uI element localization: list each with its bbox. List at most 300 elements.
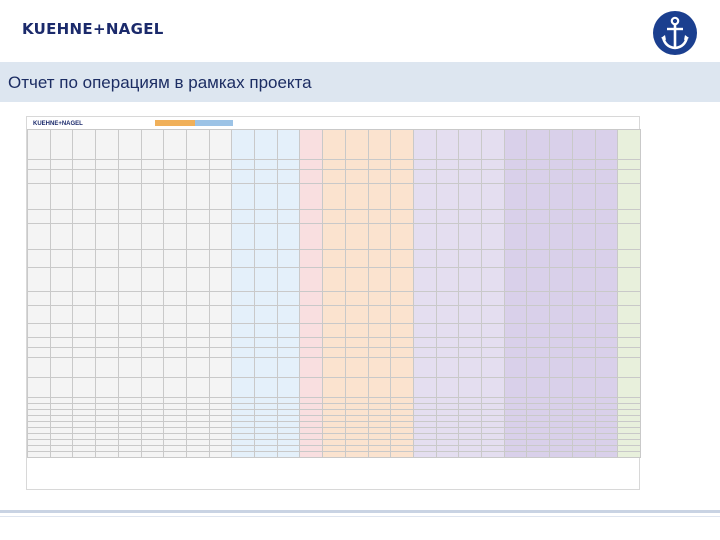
table-cell (368, 358, 391, 378)
table-cell (550, 268, 573, 292)
table-cell (209, 292, 232, 306)
table-cell (255, 324, 278, 338)
table-cell (300, 184, 323, 210)
table-cell (436, 292, 459, 306)
table-cell (550, 452, 573, 458)
table-cell (459, 348, 482, 358)
table-cell (413, 378, 436, 398)
table-cell (436, 338, 459, 348)
table-cell (345, 358, 368, 378)
table-header-cell (572, 130, 595, 160)
table-cell (186, 268, 209, 292)
table-cell (618, 348, 641, 358)
table-cell (118, 348, 141, 358)
table-cell (141, 250, 164, 268)
table-cell (50, 160, 73, 170)
table-cell (595, 268, 618, 292)
table-cell (550, 292, 573, 306)
table-cell (141, 292, 164, 306)
table-cell (504, 306, 527, 324)
table-header-cell (368, 130, 391, 160)
table-row (28, 170, 641, 184)
table-cell (550, 210, 573, 224)
table-header-cell (436, 130, 459, 160)
brand-logo (22, 20, 164, 38)
table-cell (255, 348, 278, 358)
table-cell (527, 292, 550, 306)
table-cell (459, 358, 482, 378)
table-cell (96, 324, 119, 338)
table-cell (300, 170, 323, 184)
table-cell (323, 224, 346, 250)
table-cell (482, 358, 505, 378)
table-cell (504, 184, 527, 210)
table-cell (391, 378, 414, 398)
table-cell (504, 348, 527, 358)
table-cell (504, 358, 527, 378)
table-cell (277, 268, 300, 292)
table-header-cell (50, 130, 73, 160)
table-cell (345, 306, 368, 324)
sheet-header-badge-blue (195, 120, 233, 126)
table-cell (277, 306, 300, 324)
table-cell (572, 378, 595, 398)
table-cell (550, 358, 573, 378)
table-cell (96, 268, 119, 292)
table-cell (504, 452, 527, 458)
table-cell (391, 268, 414, 292)
table-cell (73, 358, 96, 378)
table-cell (28, 348, 51, 358)
table-cell (300, 338, 323, 348)
table-cell (73, 338, 96, 348)
table-row (28, 160, 641, 170)
table-cell (28, 292, 51, 306)
table-cell (28, 250, 51, 268)
table-cell (73, 250, 96, 268)
table-cell (436, 250, 459, 268)
table-cell (413, 210, 436, 224)
table-cell (527, 452, 550, 458)
table-cell (277, 348, 300, 358)
table-cell (300, 292, 323, 306)
table-cell (209, 378, 232, 398)
table-cell (28, 268, 51, 292)
table-cell (391, 160, 414, 170)
table-cell (209, 224, 232, 250)
table-cell (164, 292, 187, 306)
table-cell (164, 250, 187, 268)
table-cell (186, 378, 209, 398)
table-row (28, 292, 641, 306)
table-header-cell (209, 130, 232, 160)
table-row (28, 210, 641, 224)
table-cell (482, 160, 505, 170)
table-cell (255, 306, 278, 324)
table-cell (232, 348, 255, 358)
table-cell (73, 184, 96, 210)
table-cell (345, 348, 368, 358)
table-cell (391, 452, 414, 458)
table-cell (413, 348, 436, 358)
table-cell (141, 452, 164, 458)
table-cell (323, 184, 346, 210)
table-cell (572, 358, 595, 378)
table-cell (345, 268, 368, 292)
table-cell (232, 324, 255, 338)
table-cell (482, 170, 505, 184)
table-cell (28, 160, 51, 170)
table-cell (28, 210, 51, 224)
table-cell (595, 184, 618, 210)
table-cell (300, 224, 323, 250)
table-cell (504, 250, 527, 268)
table-cell (436, 452, 459, 458)
table-cell (323, 324, 346, 338)
report-spreadsheet-preview (26, 116, 640, 490)
table-cell (50, 250, 73, 268)
table-cell (618, 358, 641, 378)
table-cell (595, 250, 618, 268)
table-cell (527, 324, 550, 338)
table-cell (255, 170, 278, 184)
table-cell (186, 338, 209, 348)
table-cell (164, 224, 187, 250)
table-cell (413, 250, 436, 268)
table-cell (186, 292, 209, 306)
table-cell (141, 268, 164, 292)
table-cell (345, 338, 368, 348)
table-cell (186, 452, 209, 458)
table-cell (73, 348, 96, 358)
table-cell (255, 268, 278, 292)
table-cell (436, 160, 459, 170)
table-cell (164, 348, 187, 358)
table-cell (209, 210, 232, 224)
table-cell (482, 292, 505, 306)
table-cell (141, 378, 164, 398)
footer-divider (0, 510, 720, 513)
table-cell (323, 210, 346, 224)
table-cell (186, 210, 209, 224)
table-cell (141, 210, 164, 224)
table-cell (186, 170, 209, 184)
table-cell (141, 170, 164, 184)
table-cell (28, 170, 51, 184)
table-cell (323, 452, 346, 458)
table-cell (595, 224, 618, 250)
brand-name-right: NAGEL (105, 20, 164, 38)
table-cell (345, 292, 368, 306)
table-cell (73, 160, 96, 170)
table-header-cell (164, 130, 187, 160)
table-cell (277, 452, 300, 458)
table-header-cell (550, 130, 573, 160)
table-cell (459, 292, 482, 306)
table-cell (232, 170, 255, 184)
table-cell (300, 358, 323, 378)
table-cell (118, 184, 141, 210)
table-cell (527, 210, 550, 224)
table-cell (164, 184, 187, 210)
table-cell (118, 250, 141, 268)
table-cell (186, 348, 209, 358)
table-cell (527, 224, 550, 250)
table-cell (300, 324, 323, 338)
table-cell (50, 378, 73, 398)
table-cell (277, 292, 300, 306)
table-cell (595, 452, 618, 458)
table-cell (459, 224, 482, 250)
table-cell (50, 268, 73, 292)
table-cell (255, 224, 278, 250)
table-cell (164, 452, 187, 458)
table-cell (413, 184, 436, 210)
table-cell (572, 306, 595, 324)
table-cell (368, 170, 391, 184)
table-cell (164, 210, 187, 224)
table-cell (391, 306, 414, 324)
table-cell (595, 324, 618, 338)
table-cell (527, 378, 550, 398)
table-cell (186, 160, 209, 170)
table-cell (368, 224, 391, 250)
table-row (28, 224, 641, 250)
table-cell (73, 210, 96, 224)
table-cell (345, 250, 368, 268)
table-cell (255, 160, 278, 170)
table-cell (459, 250, 482, 268)
table-cell (436, 184, 459, 210)
table-cell (28, 324, 51, 338)
table-cell (368, 306, 391, 324)
table-header-cell (504, 130, 527, 160)
table-cell (232, 292, 255, 306)
table-cell (572, 184, 595, 210)
table-cell (436, 306, 459, 324)
table-cell (323, 170, 346, 184)
table-cell (277, 250, 300, 268)
table-cell (73, 324, 96, 338)
table-cell (368, 324, 391, 338)
table-cell (618, 306, 641, 324)
table-cell (28, 306, 51, 324)
table-header-cell (618, 130, 641, 160)
table-cell (504, 338, 527, 348)
table-cell (345, 210, 368, 224)
table-cell (50, 306, 73, 324)
table-cell (73, 306, 96, 324)
table-row (28, 306, 641, 324)
table-cell (277, 224, 300, 250)
table-cell (572, 250, 595, 268)
table-cell (595, 160, 618, 170)
table-cell (618, 210, 641, 224)
table-cell (118, 170, 141, 184)
table-cell (550, 250, 573, 268)
table-cell (391, 324, 414, 338)
table-cell (323, 378, 346, 398)
table-cell (504, 324, 527, 338)
table-cell (413, 358, 436, 378)
table-cell (300, 306, 323, 324)
table-cell (482, 268, 505, 292)
table-cell (232, 452, 255, 458)
table-header-cell (595, 130, 618, 160)
table-cell (277, 378, 300, 398)
table-cell (96, 306, 119, 324)
table-cell (572, 268, 595, 292)
page-title: Отчет по операциям в рамках проекта (8, 73, 312, 92)
table-cell (118, 210, 141, 224)
table-header-cell (28, 130, 51, 160)
table-cell (345, 452, 368, 458)
table-row (28, 250, 641, 268)
table-row (28, 348, 641, 358)
table-cell (368, 378, 391, 398)
table-cell (209, 268, 232, 292)
table-cell (550, 224, 573, 250)
table-cell (96, 184, 119, 210)
table-cell (300, 348, 323, 358)
table-cell (413, 292, 436, 306)
table-cell (527, 338, 550, 348)
table-cell (96, 358, 119, 378)
table-cell (232, 306, 255, 324)
table-cell (164, 170, 187, 184)
table-cell (391, 250, 414, 268)
table-cell (527, 348, 550, 358)
table-cell (482, 452, 505, 458)
table-cell (28, 452, 51, 458)
table-cell (28, 224, 51, 250)
table-cell (345, 224, 368, 250)
table-row (28, 452, 641, 458)
table-cell (504, 378, 527, 398)
table-cell (277, 170, 300, 184)
table-cell (459, 378, 482, 398)
table-cell (368, 292, 391, 306)
table-cell (618, 452, 641, 458)
table-cell (50, 184, 73, 210)
table-cell (96, 160, 119, 170)
table-cell (118, 378, 141, 398)
table-cell (209, 338, 232, 348)
table-header-cell (413, 130, 436, 160)
table-cell (186, 184, 209, 210)
table-cell (436, 358, 459, 378)
table-cell (482, 184, 505, 210)
table-cell (345, 170, 368, 184)
table-cell (482, 306, 505, 324)
table-cell (504, 170, 527, 184)
table-cell (255, 452, 278, 458)
table-cell (618, 292, 641, 306)
table-cell (550, 348, 573, 358)
table-cell (618, 250, 641, 268)
table-cell (391, 358, 414, 378)
table-cell (413, 160, 436, 170)
table-cell (459, 306, 482, 324)
table-header-cell (345, 130, 368, 160)
table-cell (482, 378, 505, 398)
table-cell (345, 184, 368, 210)
table-cell (209, 250, 232, 268)
table-cell (118, 292, 141, 306)
table-cell (391, 224, 414, 250)
table-cell (277, 184, 300, 210)
table-cell (28, 184, 51, 210)
table-cell (323, 348, 346, 358)
table-cell (300, 160, 323, 170)
table-cell (436, 268, 459, 292)
table-cell (209, 348, 232, 358)
table-cell (595, 358, 618, 378)
table-cell (118, 452, 141, 458)
table-cell (368, 348, 391, 358)
table-cell (300, 268, 323, 292)
table-row (28, 324, 641, 338)
table-cell (527, 170, 550, 184)
table-cell (436, 170, 459, 184)
table-cell (209, 160, 232, 170)
table-cell (413, 170, 436, 184)
table-cell (118, 338, 141, 348)
table-cell (118, 324, 141, 338)
table-cell (118, 160, 141, 170)
table-cell (141, 324, 164, 338)
table-cell (277, 324, 300, 338)
table-cell (300, 452, 323, 458)
table-cell (277, 160, 300, 170)
table-cell (572, 210, 595, 224)
table-cell (504, 268, 527, 292)
table-cell (300, 378, 323, 398)
table-cell (368, 250, 391, 268)
table-cell (368, 160, 391, 170)
table-cell (323, 292, 346, 306)
table-cell (73, 268, 96, 292)
table-cell (595, 348, 618, 358)
table-cell (96, 348, 119, 358)
table-cell (572, 160, 595, 170)
table-cell (50, 452, 73, 458)
table-cell (186, 224, 209, 250)
table-cell (391, 338, 414, 348)
table-cell (436, 378, 459, 398)
table-cell (618, 268, 641, 292)
table-cell (186, 324, 209, 338)
table-cell (277, 358, 300, 378)
table-cell (482, 210, 505, 224)
table-cell (550, 306, 573, 324)
table-cell (96, 378, 119, 398)
table-cell (345, 324, 368, 338)
table-cell (323, 160, 346, 170)
table-header-cell (141, 130, 164, 160)
table-cell (186, 250, 209, 268)
table-cell (255, 184, 278, 210)
table-cell (459, 210, 482, 224)
table-header-cell (277, 130, 300, 160)
table-cell (209, 306, 232, 324)
table-cell (618, 378, 641, 398)
table-cell (323, 250, 346, 268)
anchor-icon (652, 10, 698, 56)
table-cell (595, 292, 618, 306)
table-cell (459, 268, 482, 292)
table-cell (73, 378, 96, 398)
